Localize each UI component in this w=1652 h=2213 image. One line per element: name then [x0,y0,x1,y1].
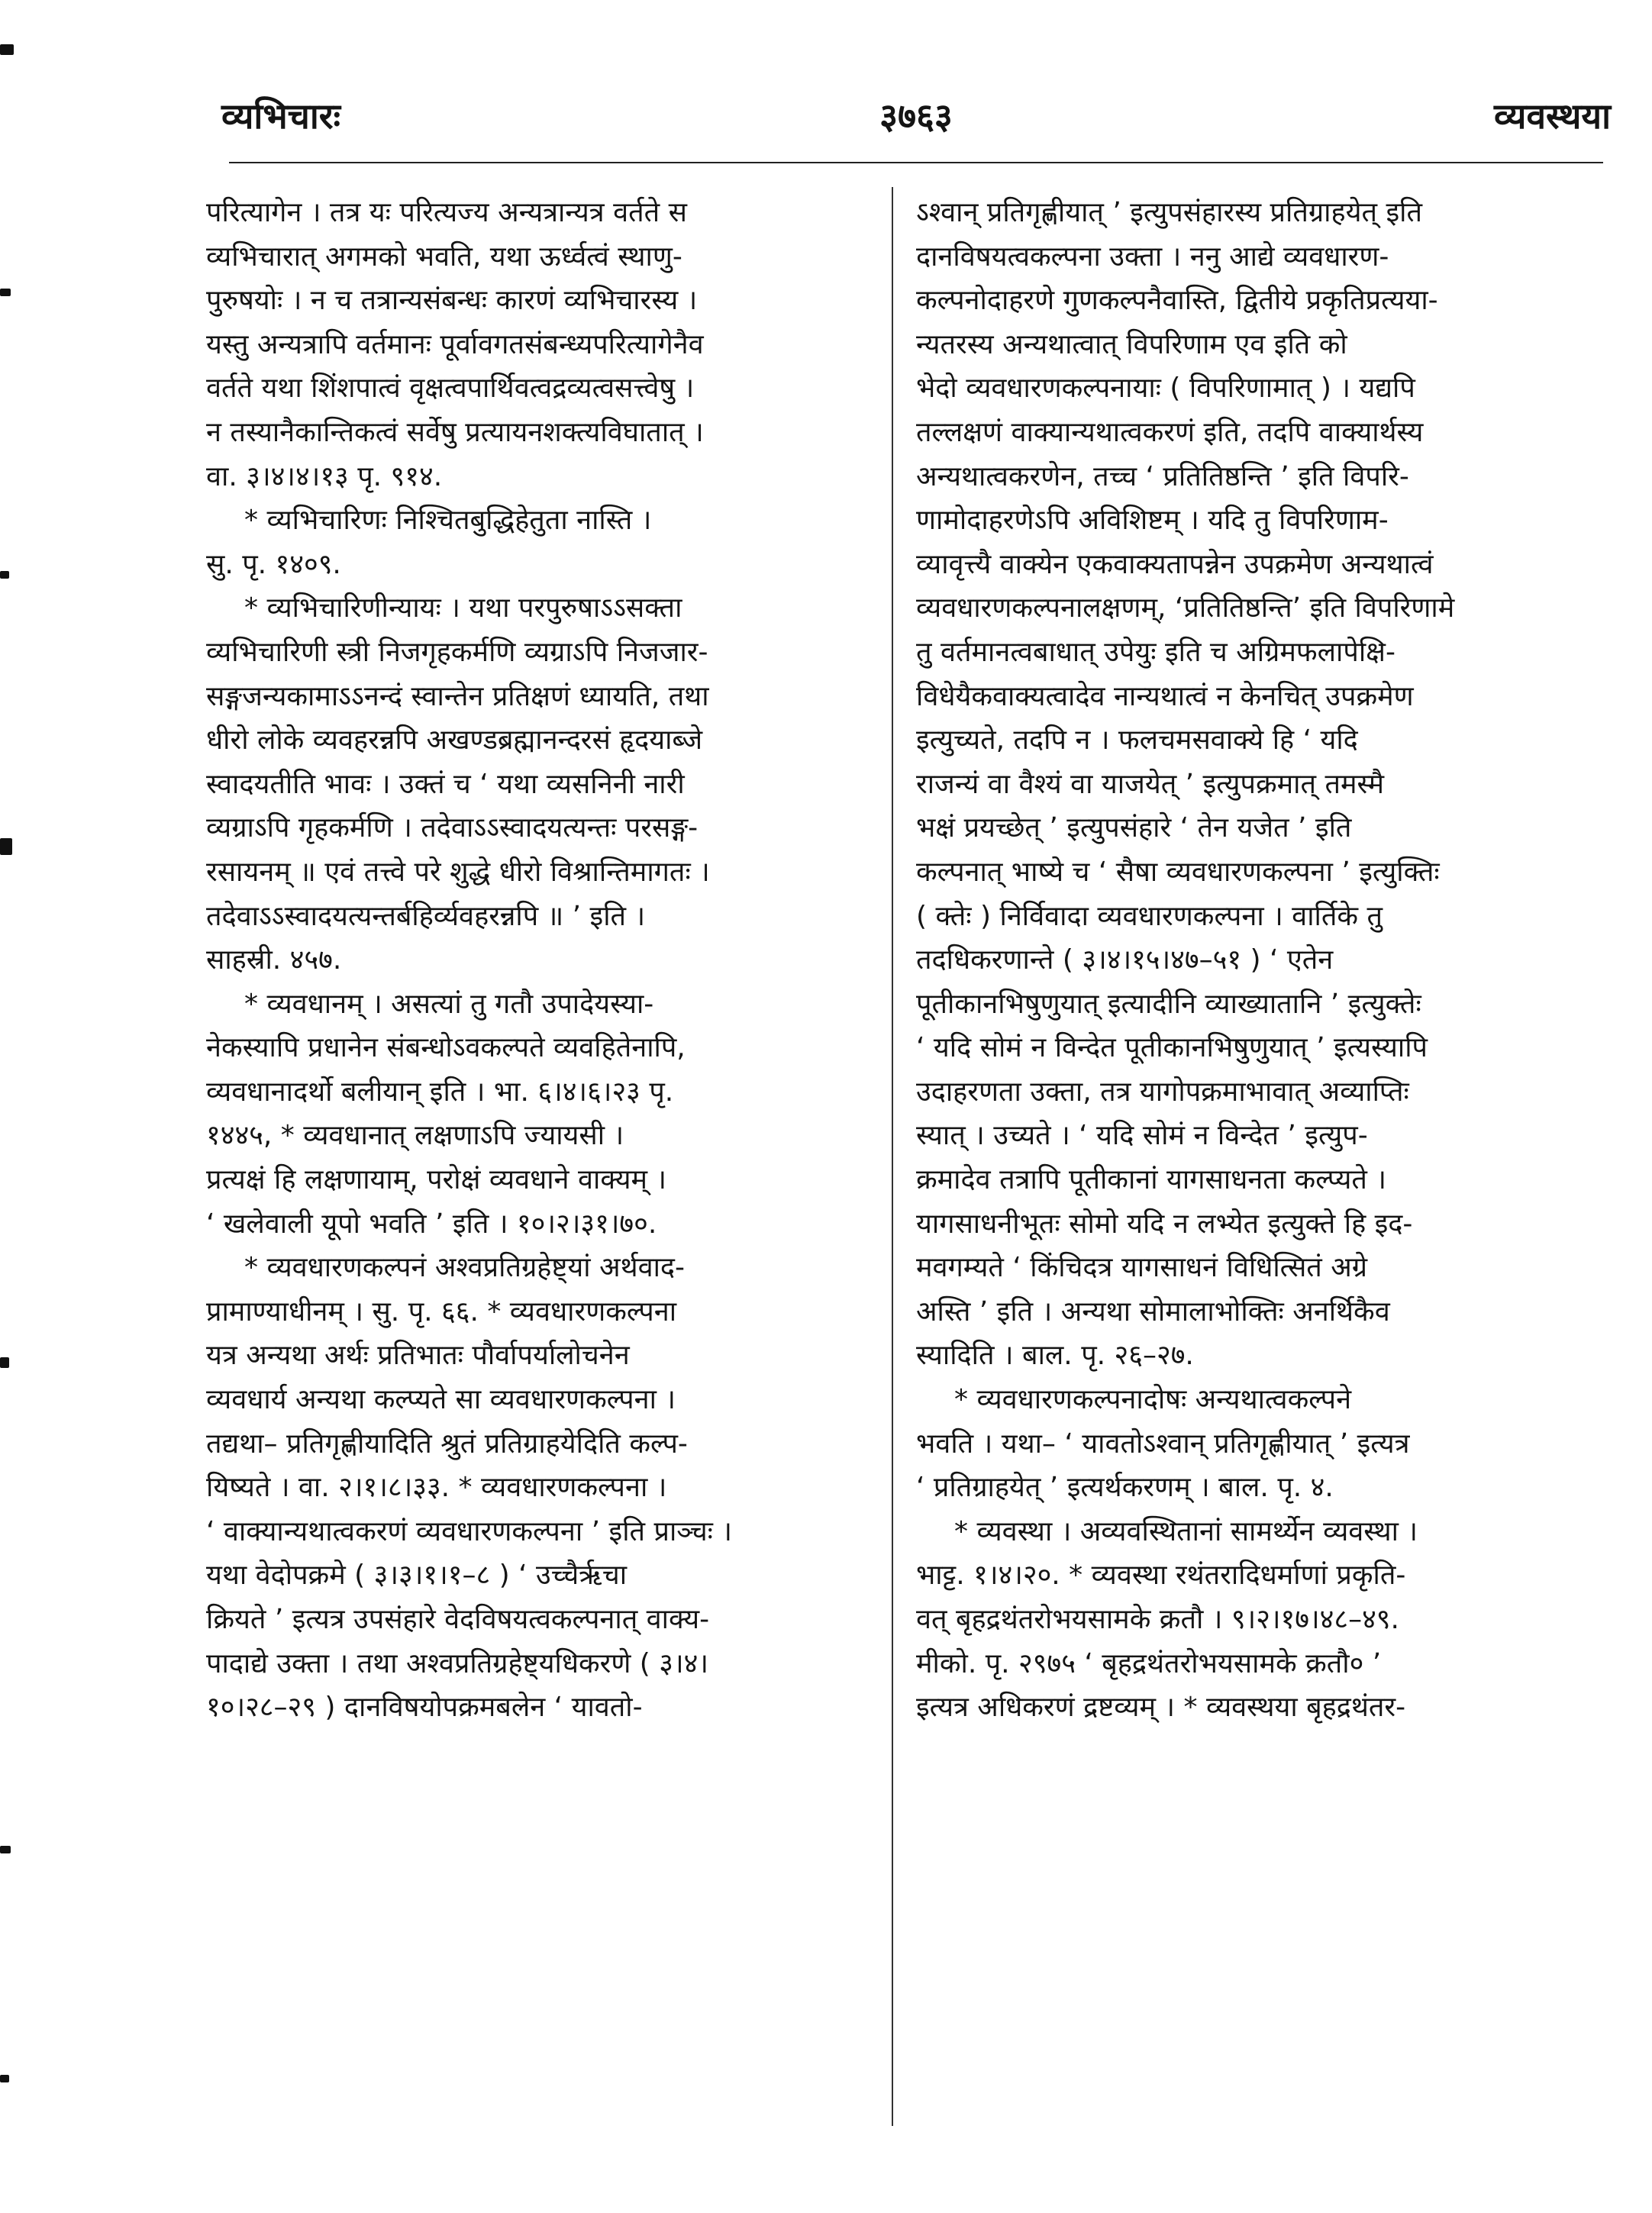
text-line: व्यग्राऽपि गृहकर्मणि । तदेवाऽऽस्वादयत्यन्तः परसङ्ग- [206,812,699,844]
text-line: व्यावृत्त्यै वाक्येन एकवाक्यतापन्नेन उपक्रमेण अन्यथात्वं [916,548,1434,580]
text-line: साहस्री. ४५७. [206,944,342,976]
scan-mark [0,1357,9,1368]
header-left-word: व्यभिचारः [221,95,340,137]
text-line: अस्ति ’ इति । अन्यथा सोमालाभोक्तिः अनर्थिकैव [916,1295,1390,1327]
text-line: सङ्गजन्यकामाऽऽनन्दं स्वान्तेन प्रतिक्षणं ध्यायति, तथा [206,680,709,712]
text-line: परित्यागेन । तत्र यः परित्यज्य अन्यत्रान्यत्र वर्तते स [206,197,687,228]
text-line: ‘ खलेवाली यूपो भवति ’ इति । १०।२।३१।७०. [206,1208,657,1240]
text-line: पूतीकानभिषुणुयात् इत्यादीनि व्याख्यातानि ’ इत्युक्तेः [916,988,1421,1020]
text-line: स्वादयतीति भावः । उक्तं च ‘ यथा व्यसनिनी नारी [206,768,685,800]
text-line: रसायनम् ॥ एवं तत्त्वे परे शुद्धे धीरो विश्रान्तिमागतः । [206,856,710,888]
text-line: भेदो व्यवधारणकल्पनायाः ( विपरिणामात् ) । यद्यपि [916,373,1415,405]
text-line: मीको. पृ. २९७५ ‘ बृहद्रथंतरोभयसामके क्रतौ० ’ [916,1647,1382,1679]
text-line: * व्यवस्था । अव्यवस्थितानां सामर्थ्येन व्यवस्था । [954,1515,1418,1547]
text-line: भवति । यथा– ‘ यावतोऽश्वान् प्रतिगृह्णीयात् ’ इत्यत्र [916,1427,1410,1460]
text-line: तु वर्तमानत्वबाधात् उपेयुः इति च अग्रिमफलापेक्षि- [916,636,1395,668]
text-line: * व्यवधारणकल्पनं अश्वप्रतिग्रहेष्ट्यां अर्थवाद- [244,1252,686,1284]
header-right-word: व्यवस्थया [1494,95,1611,137]
text-line: मवगम्यते ‘ किंचिदत्र यागसाधनं विधित्सितं अग्रे [916,1252,1368,1284]
text-line: न तस्यानैकान्तिकत्वं सर्वेषु प्रत्यायनशक्त्यविघातात् । [206,416,704,448]
text-line: न्यतरस्य अन्यथात्वात् विपरिणाम एव इति को [916,328,1347,360]
text-line: १४४५, * व्यवधानात् लक्षणाऽपि ज्यायसी । [206,1120,624,1152]
text-line: यत्र अन्यथा अर्थः प्रतिभातः पौर्वापर्यालोचनेन [206,1340,630,1372]
text-line: व्यवधारणकल्पनालक्षणम्, ‘प्रतितिष्ठन्ति’ इति विपरिणामे [916,592,1455,624]
text-line: राजन्यं वा वैश्यं वा याजयेत् ’ इत्युपक्रमात् तमस्मै [916,768,1385,800]
scan-mark [0,838,12,855]
text-line: प्रत्यक्षं हि लक्षणायाम्, परोक्षं व्यवधाने वाक्यम् । [206,1164,667,1196]
text-line: वत् बृहद्रथंतरोभयसामके क्रतौ । ९।२।१७।४८–४९. [916,1604,1399,1635]
scan-mark [0,289,11,296]
text-line: अन्यथात्वकरणेन, तच्च ‘ प्रतितिष्ठन्ति ’ इति विपरि- [916,460,1409,492]
text-line: दानविषयत्वकल्पना उक्ता । ननु आद्ये व्यवधारण- [916,240,1389,273]
text-line: * व्यवधानम् । असत्यां तु गतौ उपादेयस्या- [244,988,654,1020]
scan-mark [0,1846,11,1853]
header-rule [229,162,1603,163]
page-header [221,92,1611,160]
text-line: क्रमादेव तत्रापि पूतीकानां यागसाधनता कल्प्यते । [916,1164,1386,1196]
text-line: विधेयैकवाक्यत्वादेव नान्यथात्वं न केनचित् उपक्रमेण [916,680,1414,712]
text-line: यागसाधनीभूतः सोमो यदि न लभ्येत इत्युक्ते हि इद- [916,1208,1413,1240]
text-line: स्यादिति । बाल. पृ. २६–२७. [916,1340,1194,1372]
text-line: यथा वेदोपक्रमे ( ३।३।१।१–८ ) ‘ उच्चैर्ऋचा [206,1560,628,1592]
text-line: ‘ वाक्यान्यथात्वकरणं व्यवधारणकल्पना ’ इति प्राञ्चः । [206,1515,733,1547]
text-line: १०।२८–२९ ) दानविषयोपक्रमबलेन ‘ यावतो- [206,1692,643,1724]
text-line: तल्लक्षणं वाक्यान्यथात्वकरणं इति, तदपि वाक्यार्थस्य [916,416,1424,448]
text-line: प्रामाण्याधीनम् । सु. पृ. ६६. * व्यवधारणकल्पना [206,1295,677,1327]
text-line: नेकस्यापि प्रधानेन संबन्धोऽवकल्पते व्यवहितेनापि, [206,1032,686,1064]
text-line: वर्तते यथा शिंशपात्वं वृक्षत्वपार्थिवत्वद्रव्यत्वसत्त्वेषु । [206,373,695,405]
text-line: व्यवधानादर्थो बलीयान् इति । भा. ६।४।६।२३ पृ. [206,1076,674,1108]
scan-mark [0,2075,9,2082]
text-line: तदधिकरणान्ते ( ३।४।१५।४७–५१ ) ‘ एतेन [916,944,1334,976]
right-column [916,191,1588,1730]
text-line: भाट्ट. १।४।२०. * व्यवस्था रथंतरादिधर्माणां प्रकृति- [916,1560,1406,1592]
text-line: यिष्यते । वा. २।१।८।३३. * व्यवधारणकल्पना । [206,1472,667,1504]
text-line: व्यभिचारिणी स्त्री निजगृहकर्मणि व्यग्राऽपि निजजार- [206,636,708,668]
text-line: * व्यवधारणकल्पनादोषः अन्यथात्वकल्पने [954,1384,1352,1416]
text-line: इत्यत्र अधिकरणं द्रष्टव्यम् । * व्यवस्थया बृहद्रथंतर- [916,1692,1406,1724]
text-line: स्यात् । उच्यते । ‘ यदि सोमं न विन्देत ’ इत्युप- [916,1120,1368,1152]
text-line: कल्पनात् भाष्ये च ‘ सैषा व्यवधारणकल्पना ’ इत्युक्तिः [916,856,1440,888]
text-line: व्यवधार्य अन्यथा कल्प्यते सा व्यवधारणकल्पना । [206,1384,676,1416]
text-line: वा. ३।४।४।१३ पृ. ९१४. [206,460,443,492]
text-line: ‘ प्रतिग्राहयेत् ’ इत्यर्थकरणम् । बाल. पृ. ४. [916,1472,1334,1504]
text-line: ( क्तेः ) निर्विवादा व्यवधारणकल्पना । वार्तिके तु [916,900,1383,932]
scan-mark [0,571,9,579]
text-line: सु. पृ. १४०९. [206,548,341,580]
text-line: * व्यभिचारिणीन्यायः । यथा परपुरुषाऽऽसक्ता [244,592,682,624]
text-line: * व्यभिचारिणः निश्चितबुद्धिहेतुता नास्ति । [244,505,652,537]
text-line: पादाद्ये उक्ता । तथा अश्वप्रतिग्रहेष्ट्यधिकरणे ( ३।४। [206,1647,709,1679]
text-line: यस्तु अन्यत्रापि वर्तमानः पूर्वावगतसंबन्ध्यपरित्यागेनैव [206,328,704,360]
column-divider [892,187,893,2126]
text-line: क्रियते ’ इत्यत्र उपसंहारे वेदविषयत्वकल्पनात् वाक्य- [206,1604,710,1635]
text-line: तद्यथा– प्रतिगृह्णीयादिति श्रुतं प्रतिग्राहयेदिति कल्प- [206,1427,688,1460]
text-line: तदेवाऽऽस्वादयत्यन्तर्बहिर्व्यवहरन्नपि ॥ ’ इति । [206,900,646,932]
page-number: ३७६३ [879,95,953,137]
text-line: कल्पनोदाहरणे गुणकल्पनैवास्ति, द्वितीये प्रकृतिप्रत्यया- [916,285,1438,317]
text-line: ‘ यदि सोमं न विन्देत पूतीकानभिषुणुयात् ’ इत्यस्यापि [916,1032,1428,1064]
text-line: भक्षं प्रयच्छेत् ’ इत्युपसंहारे ‘ तेन यजेत ’ इति [916,812,1352,844]
text-line: धीरो लोके व्यवहरन्नपि अखण्डब्रह्मानन्दरसं हृदयाब्जे [206,724,703,756]
text-line: उदाहरणता उक्ता, तत्र यागोपक्रमाभावात् अव्याप्तिः [916,1076,1409,1108]
text-line: ऽश्वान् प्रतिगृह्णीयात् ’ इत्युपसंहारस्य प्रतिग्राहयेत् इति [916,197,1422,228]
text-line: पुरुषयोः । न च तत्रान्यसंबन्धः कारणं व्यभिचारस्य । [206,285,698,317]
text-line: इत्युच्यते, तदपि न । फलचमसवाक्ये हि ‘ यदि [916,724,1358,756]
scan-mark [0,44,14,55]
text-line: व्यभिचारात् अगमको भवति, यथा ऊर्ध्वत्वं स्थाणु- [206,240,682,273]
text-line: णामोदाहरणेऽपि अविशिष्टम् । यदि तु विपरिणाम- [916,505,1389,537]
left-column [206,191,878,1730]
